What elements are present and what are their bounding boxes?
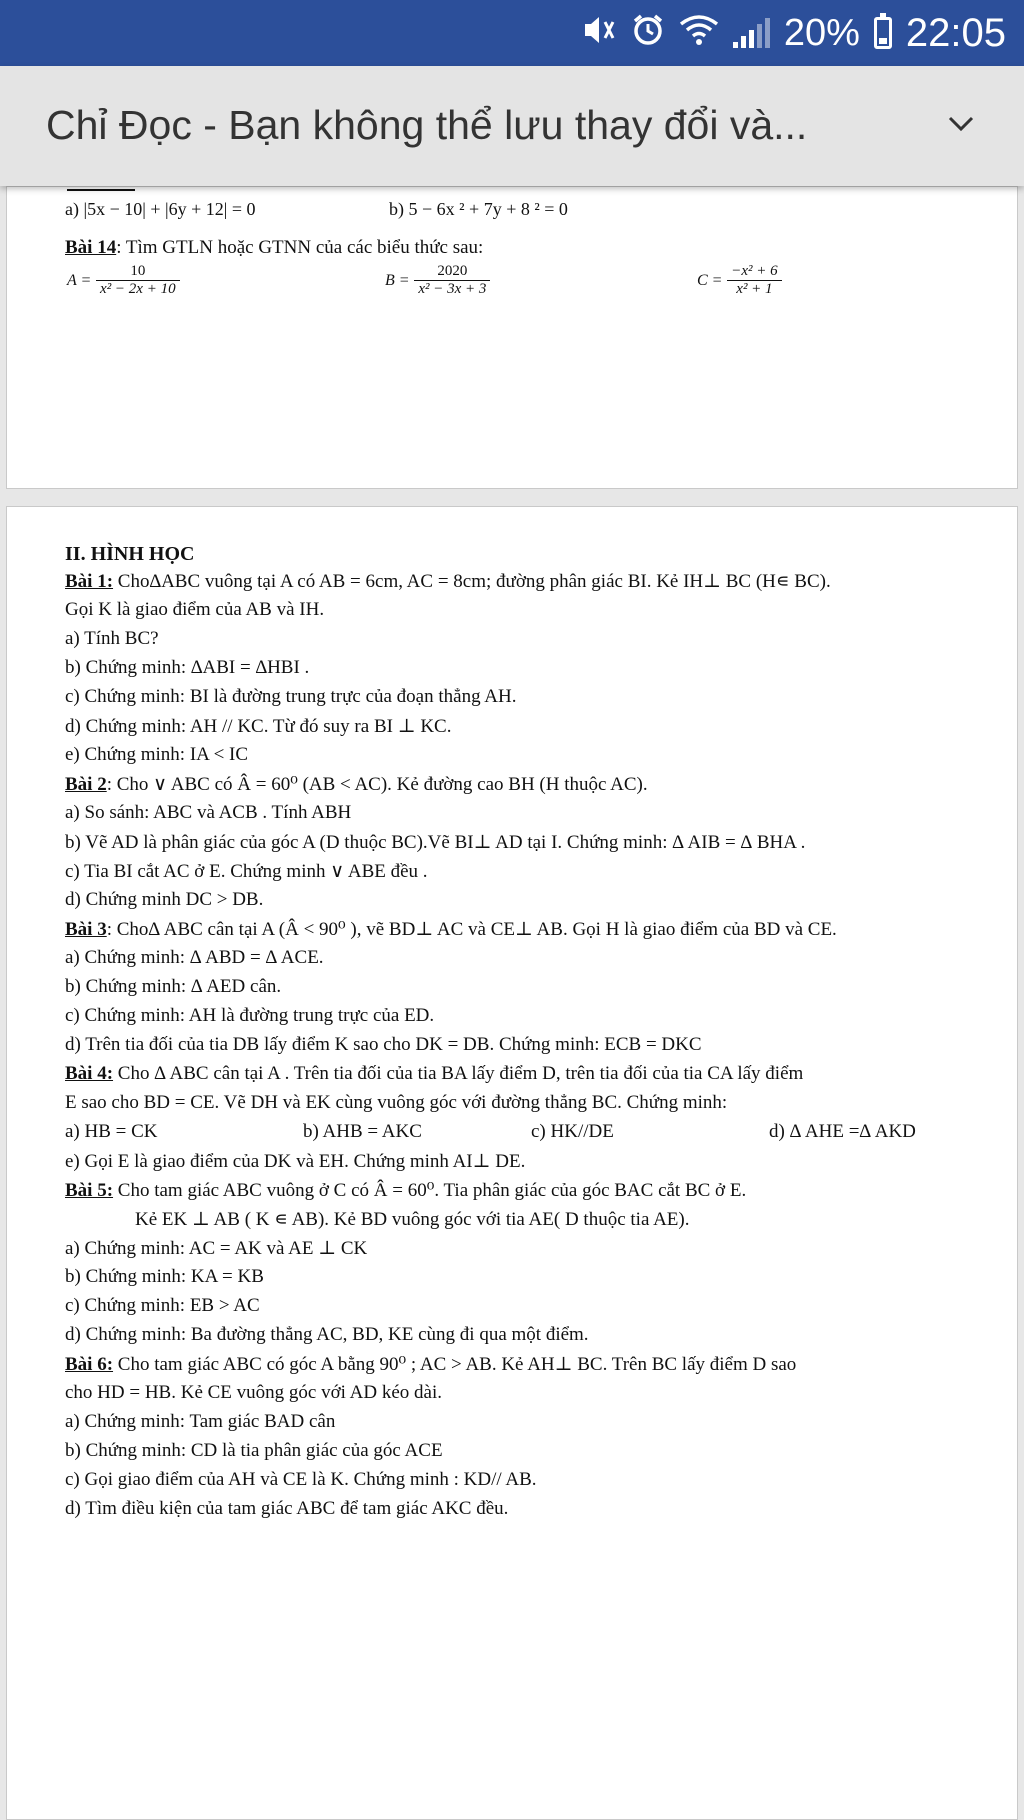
bai6-line1: Bài 6: Cho tam giác ABC có góc A bằng 90⁰ ; AC > AB. Kẻ AH⊥ BC. Trên BC lấy điểm D sao xyxy=(65,1354,797,1375)
battery-icon xyxy=(874,17,892,49)
bai4-b: b) AHB = AKC xyxy=(303,1121,422,1142)
bai2-d: d) Chứng minh DC > DB. xyxy=(65,889,264,910)
bai4-line2: E sao cho BD = CE. Vẽ DH và EK cùng vuông góc với đường thẳng BC. Chứng minh: xyxy=(65,1092,728,1113)
wifi-icon xyxy=(679,14,719,52)
divider xyxy=(67,189,135,191)
bai4-d: d) ∆ AHE =∆ AKD xyxy=(769,1121,916,1142)
bai3-d: d) Trên tia đối của tia DB lấy điểm K sao cho DK = DB. Chứng minh: ECB = DKC xyxy=(65,1034,702,1055)
bai6-line2: cho HD = HB. Kẻ CE vuông góc với AD kéo dài. xyxy=(65,1382,442,1403)
bai14-text: : Tìm GTLN hoặc GTNN của các biểu thức sau: xyxy=(116,237,484,258)
bai1-d: d) Chứng minh: AH // KC. Từ đó suy ra BI ⊥ KC. xyxy=(65,716,452,737)
equation-a: a) |5x − 10| + |6y + 12| = 0 xyxy=(65,199,256,219)
bai4-e: e) Gọi E là giao điểm của DK và EH. Chứng minh AI⊥ DE. xyxy=(65,1151,526,1172)
bai2-c: c) Tia BI cắt AC ở E. Chứng minh ∨ ABE đều . xyxy=(65,861,428,882)
bai14-title: Bài 14 xyxy=(65,237,117,258)
bai6-b: b) Chứng minh: CD là tia phân giác của góc ACE xyxy=(65,1440,443,1461)
expression-c: C = $\frac{\text{−x² + 6}}{\text{x² + 1}}$ xyxy=(697,263,782,298)
bai4-c: c) HK//DE xyxy=(531,1121,614,1142)
bai6-a: a) Chứng minh: Tam giác BAD cân xyxy=(65,1411,336,1432)
bai3-line1: Bài 3: Cho∆ ABC cân tại A (Â < 90⁰ ), vẽ BD⊥ AC và CE⊥ AB. Gọi H là giao điểm của BD và CE. xyxy=(65,919,837,940)
bai6-c: c) Gọi giao điểm của AH và CE là K. Chứng minh : KD// AB. xyxy=(65,1469,537,1490)
bai2-a: a) So sánh: ABC và ACB . Tính ABH xyxy=(65,802,352,823)
document-page-1 xyxy=(6,186,1018,489)
battery-percent: 20% xyxy=(783,11,860,54)
bai5-c: c) Chứng minh: EB > AC xyxy=(65,1295,260,1316)
bai4-line1: Bài 4: Cho ∆ ABC cân tại A . Trên tia đối của tia BA lấy điểm D, trên tia đối của tia CA lấy điểm xyxy=(65,1063,804,1084)
read-only-banner[interactable] xyxy=(0,66,1024,186)
bai1-e: e) Chứng minh: IA < IC xyxy=(65,744,249,765)
bai14-line xyxy=(65,237,483,259)
section-title: II. HÌNH HỌC xyxy=(65,543,195,565)
expression-b: B = $\frac{2020}{\text{x² − 3x + 3}}$ xyxy=(385,263,490,298)
clock: 22:05 xyxy=(905,10,1006,55)
status-bar xyxy=(0,0,1024,66)
alarm-icon xyxy=(631,13,665,53)
bai1-line2: Gọi K là giao điểm của AB và IH. xyxy=(65,599,325,620)
mute-vibrate-icon xyxy=(581,14,617,52)
equation-b: b) 5 − 6x ² + 7y + 8 ² = 0 xyxy=(389,199,568,219)
banner-title: Chỉ Đọc - Bạn không thể lưu thay đổi và... xyxy=(46,102,808,148)
chevron-down-icon[interactable] xyxy=(948,110,974,136)
signal-icon xyxy=(733,18,770,48)
bai3-a: a) Chứng minh: ∆ ABD = ∆ ACE. xyxy=(65,947,324,968)
bai5-line2: Kẻ EK ⊥ AB ( K ∊ AB). Kẻ BD vuông góc với tia AE( D thuộc tia AE). xyxy=(135,1209,690,1230)
bai5-line1: Bài 5: Cho tam giác ABC vuông ở C có Â = 60⁰. Tia phân giác của góc BAC cắt BC ở E. xyxy=(65,1180,747,1201)
document-page-2 xyxy=(6,506,1018,1820)
bai6-d: d) Tìm điều kiện của tam giác ABC để tam giác AKC đều. xyxy=(65,1498,509,1519)
bai5-b: b) Chứng minh: KA = KB xyxy=(65,1266,264,1287)
bai4-a: a) HB = CK xyxy=(65,1121,158,1142)
bai3-c: c) Chứng minh: AH là đường trung trực của ED. xyxy=(65,1005,435,1026)
bai2-b: b) Vẽ AD là phân giác của góc A (D thuộc BC).Vẽ BI⊥ AD tại I. Chứng minh: ∆ AIB = ∆ BHA . xyxy=(65,832,806,853)
bai3-b: b) Chứng minh: ∆ AED cân. xyxy=(65,976,282,997)
expression-a: A = $\frac{10}{\text{x² − 2x + 10}}$ xyxy=(67,263,180,298)
bai2-line1: Bài 2: Cho ∨ ABC có Â = 60⁰ (AB < AC). Kẻ đường cao BH (H thuộc AC). xyxy=(65,774,648,795)
bai5-a: a) Chứng minh: AC = AK và AE ⊥ CK xyxy=(65,1238,368,1259)
bai1-c: c) Chứng minh: BI là đường trung trực của đoạn thẳng AH. xyxy=(65,686,517,707)
bai5-d: d) Chứng minh: Ba đường thẳng AC, BD, KE cùng đi qua một điểm. xyxy=(65,1324,589,1345)
bai1-a: a) Tính BC? xyxy=(65,628,159,649)
bai1-b: b) Chứng minh: ∆ABI = ∆HBI . xyxy=(65,657,310,678)
bai1-line1: Bài 1: Cho∆ABC vuông tại A có AB = 6cm, AC = 8cm; đường phân giác BI. Kẻ IH⊥ BC (H∊ BC). xyxy=(65,571,831,592)
